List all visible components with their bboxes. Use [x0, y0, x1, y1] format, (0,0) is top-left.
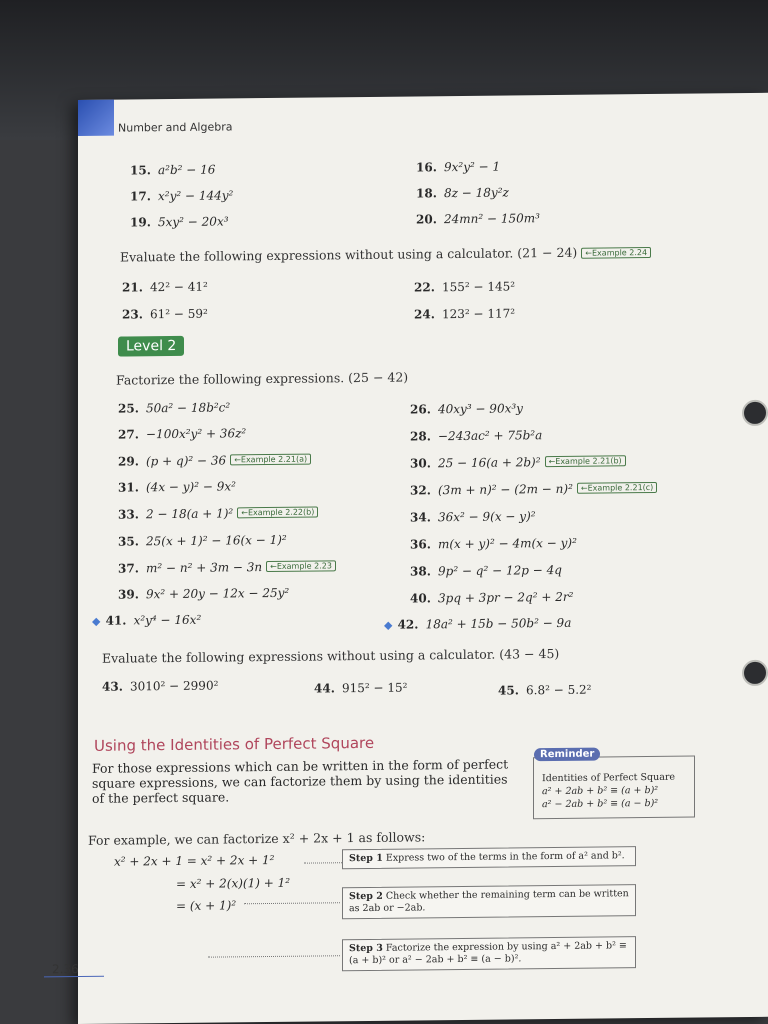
- problem-item: 22. 155² − 145²: [414, 279, 516, 295]
- work-line-2: = x² + 2(x)(1) + 1²: [176, 875, 291, 891]
- example-reference[interactable]: ←Example 2.21(a): [230, 454, 311, 466]
- binder-hole: [742, 660, 768, 686]
- problem-item: 44. 915² − 15²: [314, 680, 408, 696]
- reminder-title: Identities of Perfect Square: [542, 771, 676, 785]
- example-reference[interactable]: ←Example 2.23: [266, 560, 336, 572]
- connector-line: [244, 902, 340, 904]
- problem-item: 26. 40xy³ − 90x³y: [410, 401, 523, 417]
- problem-item: 20. 24mn² − 150m³: [416, 211, 540, 227]
- problem-item: 45. 6.8² − 5.2²: [498, 682, 592, 698]
- problem-item: 15. a²b² − 16: [130, 162, 216, 178]
- problem-item: 17. x²y² − 144y²: [130, 188, 234, 204]
- section-paragraph: For those expressions which can be written in the form of perfect square expressions, we can factorize them by using the identities of the perfect square.: [92, 756, 509, 806]
- problem-item: 34. 36x² − 9(x − y)²: [410, 509, 536, 525]
- problem-item: 35. 25(x + 1)² − 16(x − 1)²: [118, 532, 287, 549]
- problem-item: 40. 3pq + 3pr − 2q² + 2r²: [410, 589, 574, 606]
- example-reference[interactable]: ←Example 2.24: [581, 247, 651, 259]
- problem-item: 27. −100x²y² + 36z²: [118, 426, 247, 442]
- page-number: 2.36: [52, 961, 79, 977]
- binder-hole: [742, 400, 768, 426]
- instruction-eval-43-45: Evaluate the following expressions without using a calculator. (43 − 45): [102, 645, 560, 666]
- identity-1: a² + 2ab + b² ≡ (a + b)²: [542, 784, 659, 798]
- problem-item: 33. 2 − 18(a + 1)² ←Example 2.22(b): [118, 501, 318, 522]
- problem-item: 16. 9x²y² − 1: [416, 159, 501, 175]
- problem-item: ◆ 41. x²y⁴ − 16x²: [92, 612, 202, 628]
- reminder-tag: Reminder: [534, 748, 600, 762]
- problem-item: 28. −243ac² + 75b²a: [410, 428, 543, 444]
- work-line-1: x² + 2x + 1 = x² + 2x + 1²: [114, 852, 275, 869]
- example-reference[interactable]: ←Example 2.21(c): [577, 482, 657, 494]
- problem-item: 38. 9p² − q² − 12p − 4q: [410, 562, 562, 579]
- problem-item: 43. 3010² − 2990²: [102, 678, 219, 694]
- problem-item: 39. 9x² + 20y − 12x − 25y²: [118, 585, 290, 602]
- connector-line: [304, 862, 344, 863]
- problem-item: 25. 50a² − 18b²c²: [118, 400, 231, 416]
- challenge-gem-icon: ◆: [92, 614, 101, 628]
- problem-item: 23. 61² − 59²: [122, 306, 208, 322]
- challenge-gem-icon: ◆: [384, 618, 393, 632]
- identity-2: a² − 2ab + b² ≡ (a − b)²: [542, 797, 659, 811]
- connector-line: [208, 955, 340, 957]
- step-2-box: Step 2 Check whether the remaining term can be written as 2ab or −2ab.: [342, 884, 636, 919]
- chapter-marker: [78, 100, 114, 136]
- running-header: Number and Algebra: [118, 120, 233, 135]
- problem-item: 32. (3m + n)² − (2m − n)² ←Example 2.21(c): [410, 477, 657, 499]
- work-line-3: = (x + 1)²: [176, 898, 237, 913]
- section-title: Using the Identities of Perfect Square: [94, 733, 375, 755]
- instruction-eval-21-24: Evaluate the following expressions without using a calculator. (21 − 24) ←Example 2.24: [120, 244, 651, 265]
- problem-item: 18. 8z − 18y²z: [416, 185, 509, 201]
- step-1-box: Step 1 Express two of the terms in the form of a² and b².: [342, 846, 636, 869]
- page-number-rule: [44, 976, 104, 978]
- problem-item: 24. 123² − 117²: [414, 306, 516, 322]
- problem-item: 30. 25 − 16(a + 2b)² ←Example 2.21(b): [410, 450, 626, 471]
- problem-item: 19. 5xy² − 20x³: [130, 214, 229, 230]
- problem-item: 36. m(x + y)² − 4m(x − y)²: [410, 535, 577, 552]
- example-intro: For example, we can factorize x² + 2x + 1 as follows:: [88, 829, 426, 848]
- problem-item: 29. (p + q)² − 36 ←Example 2.21(a): [118, 449, 311, 470]
- reminder-box: [533, 748, 695, 820]
- example-reference[interactable]: ←Example 2.21(b): [545, 455, 626, 467]
- problem-item: ◆ 42. 18a² + 15b − 50b² − 9a: [384, 615, 572, 632]
- problem-item: 31. (4x − y)² − 9x²: [118, 479, 236, 495]
- instruction-factorize: Factorize the following expressions. (25 − 42): [116, 369, 409, 388]
- example-reference[interactable]: ←Example 2.22(b): [237, 506, 318, 518]
- problem-item: 37. m² − n² + 3m − 3n ←Example 2.23: [118, 555, 336, 576]
- step-3-box: Step 3 Factorize the expression by using a² + 2ab + b² ≡ (a + b)² or a² − 2ab + b² ≡ (a − b)².: [342, 936, 636, 971]
- problem-item: 21. 42² − 41²: [122, 279, 208, 295]
- level-badge: Level 2: [118, 336, 184, 357]
- textbook-page: [52, 93, 768, 1024]
